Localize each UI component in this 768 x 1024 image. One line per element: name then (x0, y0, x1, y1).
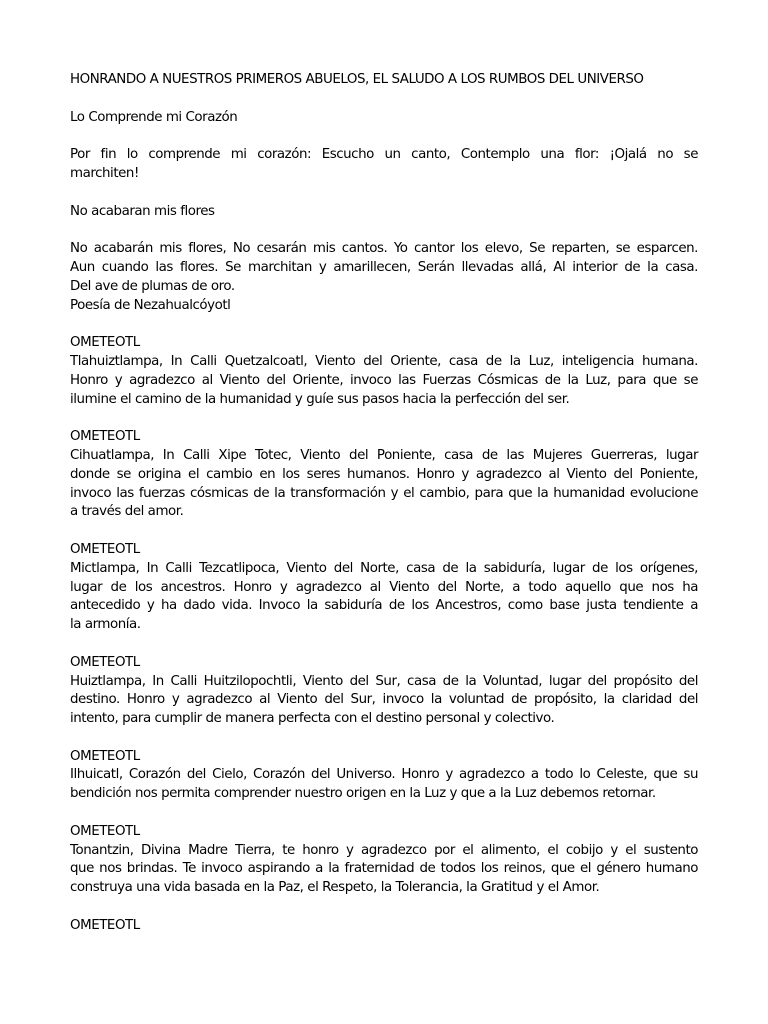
poem-line: Aun cuando las flores. Se marchitan y amarillecen, Serán llevadas allá, Al interior de la casa. (70, 259, 698, 275)
invocation-heading: OMETEOTL (70, 823, 140, 839)
invocation-line: Mictlampa, In Calli Tezcatlipoca, Viento del Norte, casa de la sabiduría, lugar de los orígenes, (70, 560, 698, 576)
invocation-heading: OMETEOTL (70, 429, 140, 445)
invocation-line: donde se origina el cambio en los seres humanos. Honro y agradezco al Viento del Poniente, (70, 466, 698, 482)
poem-line: Del ave de plumas de oro. (70, 278, 235, 294)
spacer (70, 221, 698, 240)
invocation-line: la armonía. (70, 617, 141, 633)
invocation-heading: OMETEOTL (70, 748, 140, 764)
spacer (70, 127, 698, 146)
spacer (70, 898, 698, 917)
invocation-line: Tonantzin, Divina Madre Tierra, te honro y agradezco por el alimento, el cobijo y el sustento (70, 842, 698, 858)
invocation-line: destino. Honro y agradezco al Viento del Sur, invoco la voluntad de propósito, la claridad del (70, 692, 698, 708)
invocation-line: intento, para cumplir de manera perfecta con el destino personal y colectivo. (70, 711, 555, 727)
invocation-line: construya una vida basada en la Paz, el Respeto, la Tolerancia, la Gratitud y el Amor. (70, 880, 600, 896)
spacer (70, 315, 698, 334)
invocation-line: Ilhuicatl, Corazón del Cielo, Corazón del Universo. Honro y agradezco a todo lo Celeste, que su (70, 767, 698, 783)
spacer (70, 804, 698, 823)
invocation-line: Huiztlampa, In Calli Huitzilopochtli, Viento del Sur, casa de la Voluntad, lugar del propósito del (70, 673, 698, 689)
spacer (70, 184, 698, 203)
invocation-line: bendición nos permita comprender nuestro origen en la Luz y que a la Luz debemos retornar. (70, 786, 656, 802)
invocation-heading: OMETEOTL (70, 654, 140, 670)
invocation-line: Honro y agradezco al Viento del Oriente, invoco las Fuerzas Cósmicas de la Luz, para que se (70, 372, 698, 388)
document-page (70, 71, 698, 936)
poem-line: No acabarán mis flores, No cesarán mis cantos. Yo cantor los elevo, Se reparten, se esparcen. (70, 241, 698, 257)
spacer (70, 522, 698, 541)
poem-line: Por fin lo comprende mi corazón: Escucho un canto, Contemplo una flor: ¡Ojalá no se (70, 147, 698, 163)
invocation-heading: OMETEOTL (70, 541, 140, 557)
invocation-line: Tlahuiztlampa, In Calli Quetzalcoatl, Viento del Oriente, casa de la Luz, inteligencia humana. (70, 353, 698, 369)
invocation-line: lugar de los ancestros. Honro y agradezco al Viento del Norte, a todo aquello que nos ha (70, 579, 698, 595)
spacer (70, 90, 698, 109)
poem-title: Lo Comprende mi Corazón (70, 109, 238, 125)
spacer (70, 409, 698, 428)
invocation-line: que nos brindas. Te invoco aspirando a la fraternidad de todos los reinos, que el género humano (70, 861, 698, 877)
invocation-heading: OMETEOTL (70, 335, 140, 351)
document-title: HONRANDO A NUESTROS PRIMEROS ABUELOS, EL SALUDO A LOS RUMBOS DEL UNIVERSO (70, 72, 644, 87)
invocation-line: Cihuatlampa, In Calli Xipe Totec, Viento del Poniente, casa de las Mujeres Guerreras, lugar (70, 447, 698, 463)
spacer (70, 729, 698, 748)
invocation-line: ilumine el camino de la humanidad y guíe sus pasos hacia la perfección del ser. (70, 391, 570, 407)
poem-title: No acabaran mis flores (70, 203, 215, 219)
spacer (70, 635, 698, 654)
invocation-line: antecedido y ha dado vida. Invoco la sabiduría de los Ancestros, como base justa tendiente a (70, 598, 698, 614)
poem-attribution: Poesía de Nezahualcóyotl (70, 297, 231, 313)
poem-line: marchiten! (70, 165, 139, 181)
closing-heading: OMETEOTL (70, 917, 140, 933)
invocation-line: a través del amor. (70, 504, 184, 520)
invocation-line: invoco las fuerzas cósmicas de la transformación y el cambio, para que la humanidad evolucione (70, 485, 698, 501)
